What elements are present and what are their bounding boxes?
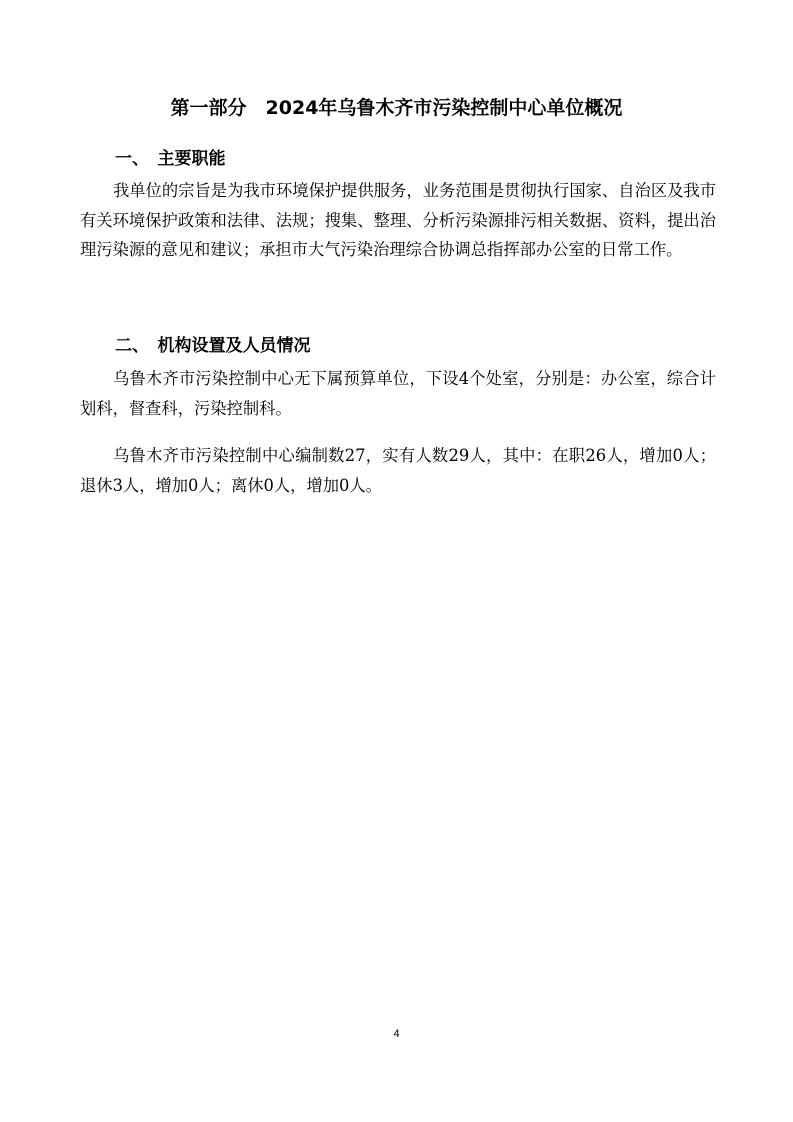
section-heading-main-functions: 一、 主要职能 — [115, 149, 226, 169]
page-number: 4 — [393, 1028, 400, 1040]
section-heading-organization-staff: 二、 机构设置及人员情况 — [115, 336, 311, 356]
paragraph-staff: 乌鲁木齐市污染控制中心编制数27，实有人数29人，其中：在职26人，增加0人；退休3人，增加0人；离休0人，增加0人。 — [80, 446, 716, 495]
paragraph-main-functions: 我单位的宗旨是为我市环境保护提供服务，业务范围是贯彻执行国家、自治区及我市有关环境保护政策和法律、法规；搜集、整理、分析污染源排污相关数据、资料，提出治理污染源的意见和建议；承担市大气污染治理综合协调总指挥部办公室的日常工作。 — [80, 181, 716, 259]
document-title: 第一部分 2024年乌鲁木齐市污染控制中心单位概况 — [170, 97, 623, 119]
paragraph-organization: 乌鲁木齐市污染控制中心无下属预算单位，下设4个处室，分别是：办公室，综合计划科，督查科，污染控制科。 — [80, 369, 716, 418]
